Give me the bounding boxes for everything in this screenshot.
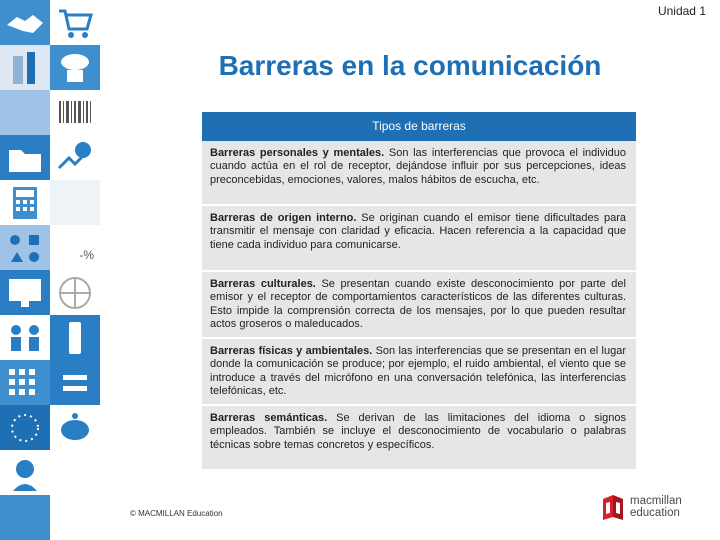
row-text: Se originan cuando el emisor tiene dificultades para transmitir el mensaje con claridad y eficacia. Hacen referencia a la capacidad que tiene cada individuo para comunicarse. [210,212,626,251]
shopping-cart-icon [50,0,100,45]
equals-icon [50,360,100,405]
tile-blank [0,90,50,135]
globe-icon [50,270,100,315]
row-term: Barreras personales y mentales. [210,147,385,159]
table-header: Tipos de barreras [202,112,636,141]
copyright-text: © MACMILLAN Education [130,509,223,518]
tile-light [50,180,100,225]
tile-blue-bottom [0,495,50,540]
finance-arrows-icon [50,135,100,180]
row-term: Barreras de origen interno. [210,212,357,224]
tile-white-bottom [50,495,100,540]
logo-line-2: education [630,507,680,519]
macmillan-logo-icon [600,493,626,521]
row-text: Son las interferencias que provoca el individuo cuando actúa en el rol de receptor, dejándose influir por sus percepciones, ideas preconcebidas, emociones, valores, malos hábitos de escucha, etc. [210,147,626,186]
monitor-icon [0,270,50,315]
folder-icon [0,135,50,180]
cloud-server-icon [50,45,100,90]
row-text: Son las interferencias que se presentan en el lugar donde la comunicación se produce; por ejemplo, el ruido ambiental, el viento que se introduce a través del micrófono en una conversación telefónica, las interferencias telefónicas, etc. [210,345,626,398]
handshake-icon [0,0,50,45]
phone-icon [50,315,100,360]
barcode-icon [50,90,100,135]
logo-line-1: macmillan [630,495,682,507]
unit-label: Unidad 1 [657,4,706,18]
macmillan-logo [600,492,706,522]
row-term: Barreras físicas y ambientales. [210,345,373,357]
table-row [202,272,636,339]
row-term: Barreras semánticas. [210,412,328,424]
percent-text: -% [79,248,94,262]
tile-white [50,450,100,495]
stars-circle-icon [0,405,50,450]
shapes-icon [0,225,50,270]
percent-tile [50,225,100,270]
piggy-bank-icon [50,405,100,450]
row-text: Se presentan cuando existe desconocimiento por parte del emisor y el receptor de comportamientos característicos de las diferentes culturas. Esto impide la comprensión correcta de los mensajes, por lo que pueden resultar actos groseros o maleducados. [210,278,626,331]
table-row [202,406,636,471]
row-text: Se derivan de las limitaciones del idioma o signos empleados. También se incluye el desconocimiento de vocabulario o palabras técnicas sobre temas concretos y específicos. [210,412,626,451]
row-term: Barreras culturales. [210,278,316,290]
table-row [202,339,636,406]
people-icon [0,315,50,360]
table-row [202,141,636,206]
logo-wordmark [630,495,682,519]
page-title: Barreras en la comunicación [218,50,602,81]
grid-dots-icon [0,360,50,405]
bottle-icon [0,45,50,90]
calculator-icon [0,180,50,225]
barriers-table [202,112,636,471]
table-row [202,206,636,272]
decorative-icon-strip [0,0,100,540]
headset-user-icon [0,450,50,495]
